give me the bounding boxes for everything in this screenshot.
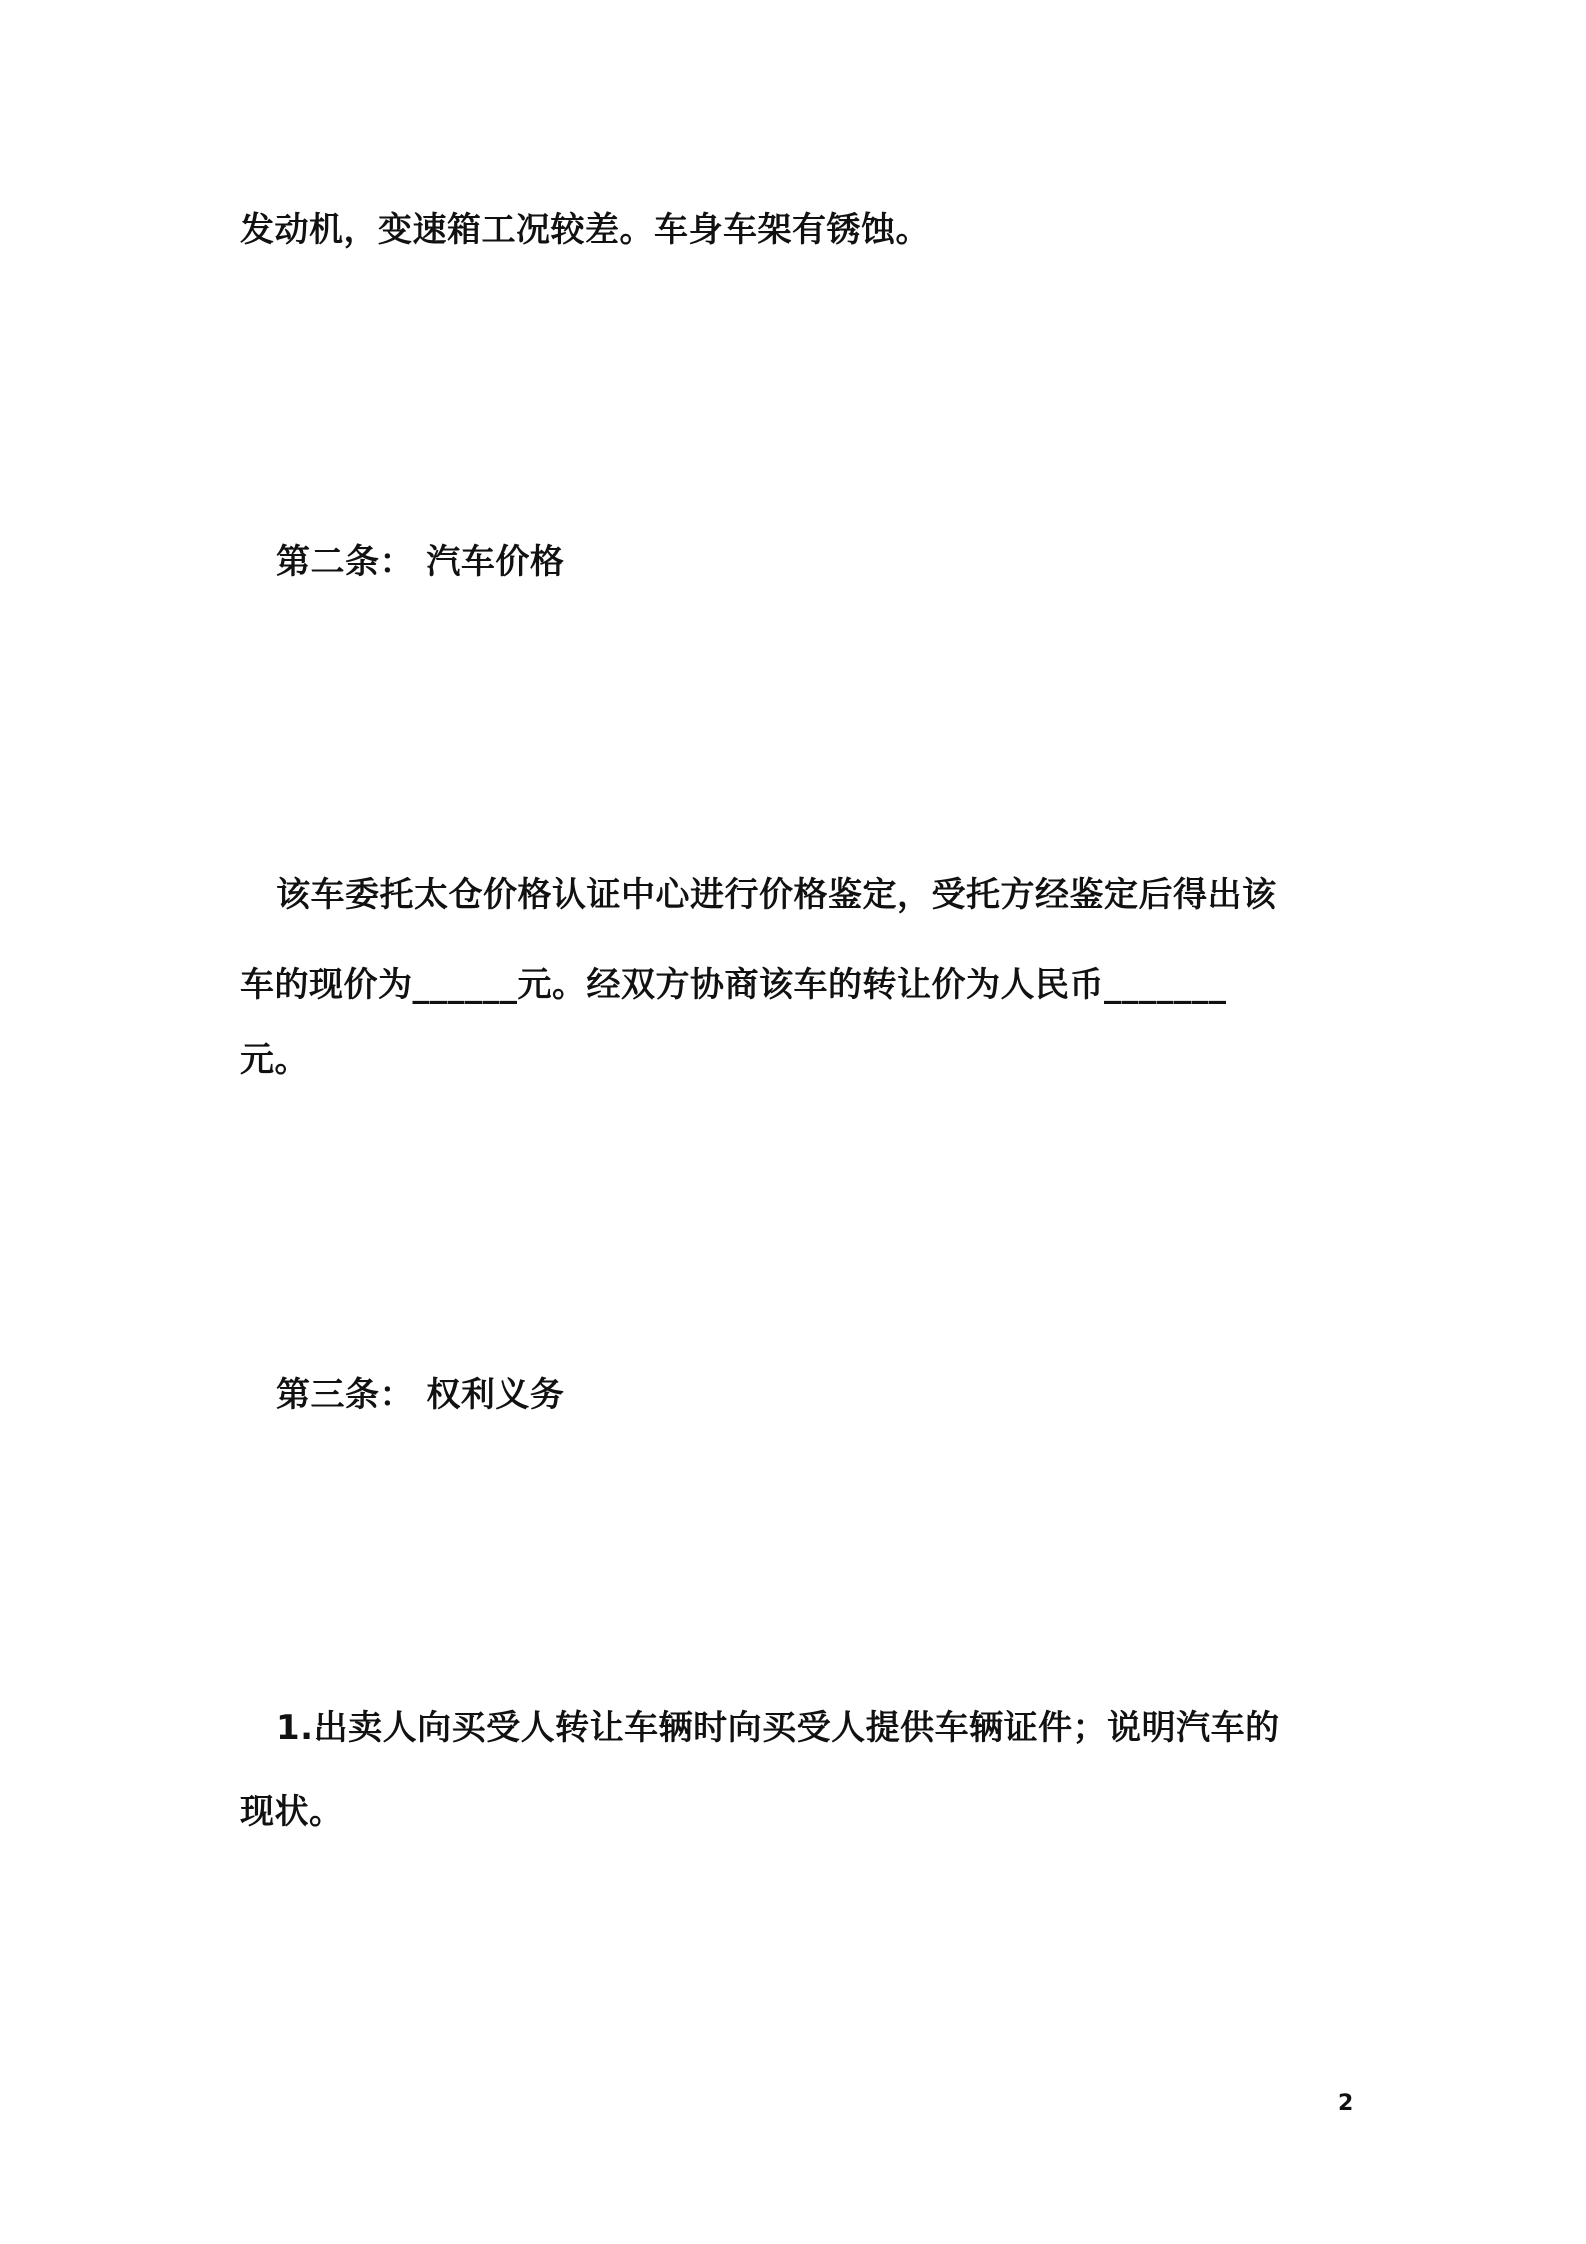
paragraph-engine-condition: 发动机，变速箱工况较差。车身车架有锈蚀。 [240, 210, 930, 250]
page-number: 2 [1338, 2091, 1354, 2116]
paragraph-rights-line-2: 现状。 [240, 1792, 344, 1832]
clause-2-heading: 第二条： 汽车价格 [276, 542, 565, 582]
paragraph-price-line-2: 车的现价为______元。经双方协商该车的转让价为人民币_______ [240, 965, 1227, 1005]
clause-3-heading: 第三条： 权利义务 [276, 1375, 565, 1415]
paragraph-rights-line-1: 1.出卖人向买受人转让车辆时向买受人提供车辆证件；说明汽车的 [276, 1708, 1280, 1748]
paragraph-price-line-3: 元。 [240, 1040, 309, 1080]
paragraph-price-line-1: 该车委托太仓价格认证中心进行价格鉴定，受托方经鉴定后得出该 [276, 875, 1277, 915]
